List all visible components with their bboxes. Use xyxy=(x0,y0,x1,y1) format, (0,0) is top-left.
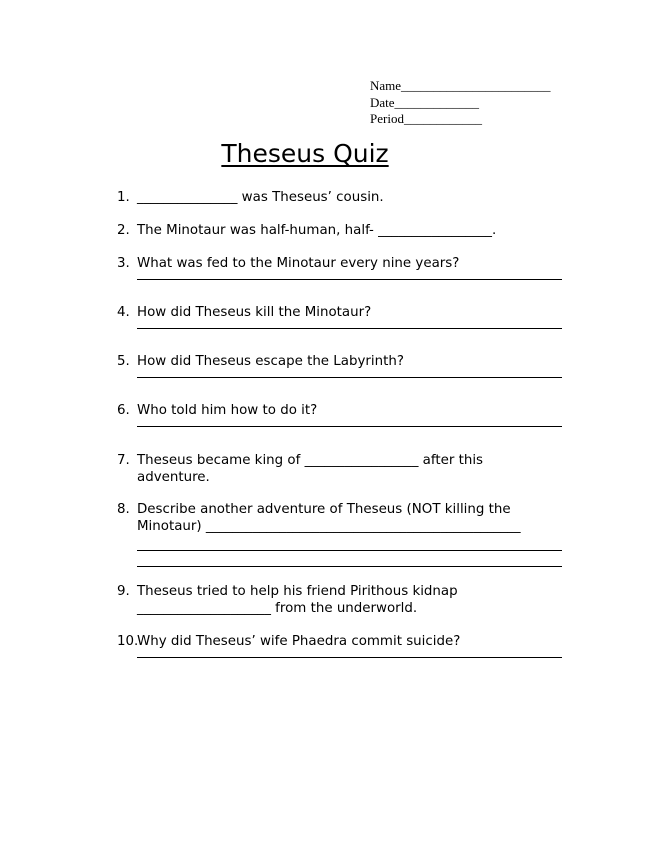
question-4 xyxy=(117,305,562,329)
question-text[interactable]: _______________ was Theseus’ cousin. xyxy=(137,190,384,205)
question-number: 3. xyxy=(117,256,130,271)
question-text-continued: adventure. xyxy=(137,469,210,485)
name-field[interactable]: Name_______________________ xyxy=(370,78,551,93)
answer-line[interactable] xyxy=(137,328,562,329)
question-5 xyxy=(117,354,562,378)
question-number: 4. xyxy=(117,305,130,320)
question-text[interactable]: Theseus became king of _________________ after this xyxy=(137,453,484,468)
question-text: How did Theseus kill the Minotaur? xyxy=(137,305,372,320)
answer-line[interactable] xyxy=(137,566,562,567)
question-number: 1. xyxy=(117,190,130,205)
question-7 xyxy=(117,453,562,486)
page-title: Theseus Quiz xyxy=(221,139,389,168)
question-text-continued[interactable]: Minotaur) _______________________________________________ xyxy=(137,518,521,534)
question-1 xyxy=(117,190,562,207)
question-6 xyxy=(117,403,562,427)
question-number: 7. xyxy=(117,453,130,468)
answer-line[interactable] xyxy=(137,279,562,280)
answer-line[interactable] xyxy=(137,377,562,378)
answer-line[interactable] xyxy=(137,426,562,427)
question-text: Theseus tried to help his friend Pirithous kidnap xyxy=(137,584,458,599)
question-2 xyxy=(117,223,562,240)
question-text: Describe another adventure of Theseus (NOT killing the xyxy=(137,502,511,517)
question-number: 5. xyxy=(117,354,130,369)
question-8 xyxy=(117,502,562,567)
question-number: 10. xyxy=(117,634,139,649)
answer-line[interactable] xyxy=(137,657,562,658)
question-text[interactable]: The Minotaur was half-human, half- _________________. xyxy=(137,223,497,238)
date-field[interactable]: Date_____________ xyxy=(370,94,480,110)
question-text: Who told him how to do it? xyxy=(137,403,318,418)
question-3 xyxy=(117,256,562,280)
question-text: What was fed to the Minotaur every nine years? xyxy=(137,256,460,271)
question-text: Why did Theseus’ wife Phaedra commit suicide? xyxy=(137,634,461,649)
question-9 xyxy=(117,584,562,617)
question-number: 6. xyxy=(117,403,130,418)
question-number: 8. xyxy=(117,502,130,517)
question-number: 2. xyxy=(117,223,130,238)
question-text-continued[interactable]: ____________________ from the underworld. xyxy=(137,600,418,616)
question-number: 9. xyxy=(117,584,130,599)
question-text: How did Theseus escape the Labyrinth? xyxy=(137,354,404,369)
answer-line[interactable] xyxy=(137,550,562,551)
period-field[interactable]: Period____________ xyxy=(370,111,482,126)
question-10 xyxy=(117,634,562,658)
student-info-block xyxy=(370,78,551,128)
